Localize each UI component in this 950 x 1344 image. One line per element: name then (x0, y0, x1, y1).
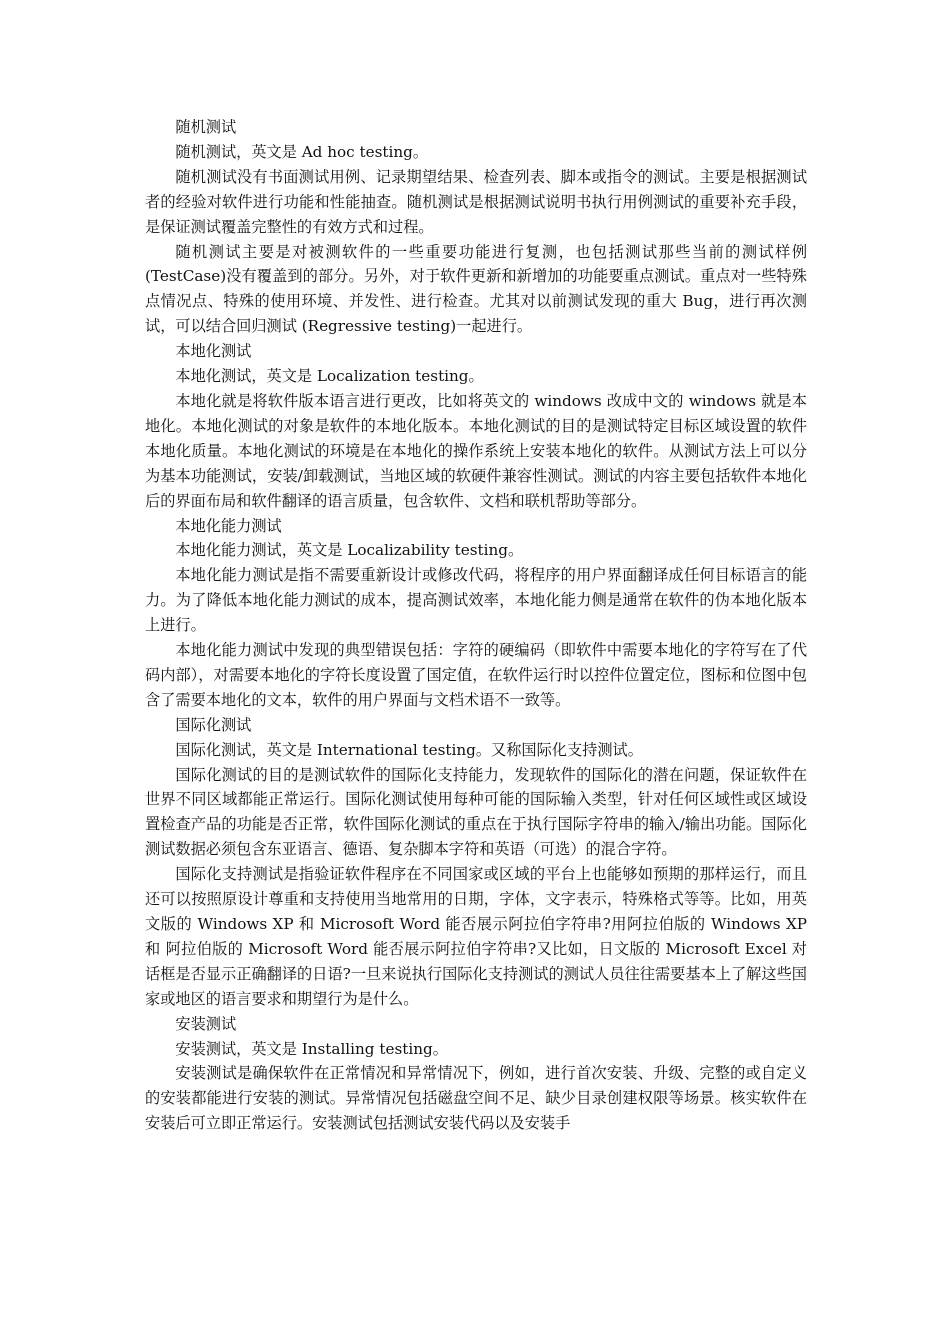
paragraph: 随机测试主要是对被测软件的一些重要功能进行复测，也包括测试那些当前的测试样例(TestCase)没有覆盖到的部分。另外，对于软件更新和新增加的功能要重点测试。重点对一些特殊点情况点、特殊的使用环境、并发性、进行检查。尤其对以前测试发现的重大 Bug，进行再次测试，可以结合回归测试 (Regressive testing)一起进行。 (145, 242, 807, 336)
paragraph: 随机测试，英文是 Ad hoc testing。 (175, 142, 429, 161)
paragraph: 本地化就是将软件版本语言进行更改，比如将英文的 windows 改成中文的 windows 就是本地化。本地化测试的对象是软件的本地化版本。本地化测试的目的是测试特定目标区域设置的软件本地化质量。本地化测试的环境是在本地化的操作系统上安装本地化的软件。从测试方法上可以分为基本功能测试，安装/卸载测试，当地区域的软硬件兼容性测试。测试的内容主要包括软件本地化后的界面布局和软件翻译的语言质量，包含软件、文档和联机帮助等部分。 (145, 391, 807, 510)
section-heading-installing-testing: 安装测试 (175, 1014, 237, 1033)
section-heading-random-testing: 随机测试 (175, 118, 237, 136)
paragraph: 本地化能力测试，英文是 Localizability testing。 (175, 541, 524, 560)
paragraph: 安装测试，英文是 Installing testing。 (175, 1039, 448, 1058)
paragraph: 本地化能力测试中发现的典型错误包括：字符的硬编码（即软件中需要本地化的字符写在了代码内部），对需要本地化的字符长度设置了国定值，在软件运行时以控件位置定位，图标和位图中包含了需要本地化的文本，软件的用户界面与文档术语不一致等。 (145, 641, 807, 709)
paragraph: 国际化测试的目的是测试软件的国际化支持能力，发现软件的国际化的潜在问题，保证软件在世界不同区域都能正常运行。国际化测试使用每种可能的国际输入类型，针对任何区域性或区域设置检查产品的功能是否正常，软件国际化测试的重点在于执行国际字符串的输入/输出功能。国际化测试数据必须包含东亚语言、德语、复杂脚本字符和英语（可选）的混合字符。 (145, 765, 807, 859)
paragraph: 安装测试是确保软件在正常情况和异常情况下，例如，进行首次安装、升级、完整的或自定义的安装都能进行安装的测试。异常情况包括磁盘空间不足、缺少目录创建权限等场景。核实软件在安装后可立即正常运行。安装测试包括测试安装代码以及安装手 (145, 1064, 807, 1133)
paragraph: 本地化测试，英文是 Localization testing。 (175, 367, 484, 386)
paragraph: 国际化测试，英文是 International testing。又称国际化支持测试。 (175, 740, 643, 759)
paragraph: 本地化能力测试是指不需要重新设计或修改代码，将程序的用户界面翻译成任何目标语言的能力。为了降低本地化能力测试的成本，提高测试效率，本地化能力侧是通常在软件的伪本地化版本上进行。 (145, 566, 807, 635)
paragraph: 随机测试没有书面测试用例、记录期望结果、检查列表、脚本或指令的测试。主要是根据测试者的经验对软件进行功能和性能抽查。随机测试是根据测试说明书执行用例测试的重要补充手段，是保证测试覆盖完整性的有效方式和过程。 (145, 167, 807, 236)
section-heading-localizability-testing: 本地化能力测试 (175, 516, 282, 535)
section-heading-localization-testing: 本地化测试 (175, 342, 252, 361)
document-page (145, 115, 807, 1136)
section-heading-international-testing: 国际化测试 (175, 715, 252, 734)
paragraph: 国际化支持测试是指验证软件程序在不同国家或区域的平台上也能够如预期的那样运行，而且还可以按照原设计尊重和支持使用当地常用的日期，字体，文字表示，特殊格式等等。比如，用英文版的 Windows XP 和 Microsoft Word 能否展示阿拉伯字符串?用阿拉伯版的 Windows XP 和 阿拉伯版的 Microsoft Word 能否展示阿拉伯字符串?又比如，日文版的 Microsoft Excel 对话框是否显示正确翻译的日语?一旦来说执行国际化支持测试的测试人员往往需要基本上了解这些国家或地区的语言要求和期望行为是什么。 (145, 865, 807, 1008)
